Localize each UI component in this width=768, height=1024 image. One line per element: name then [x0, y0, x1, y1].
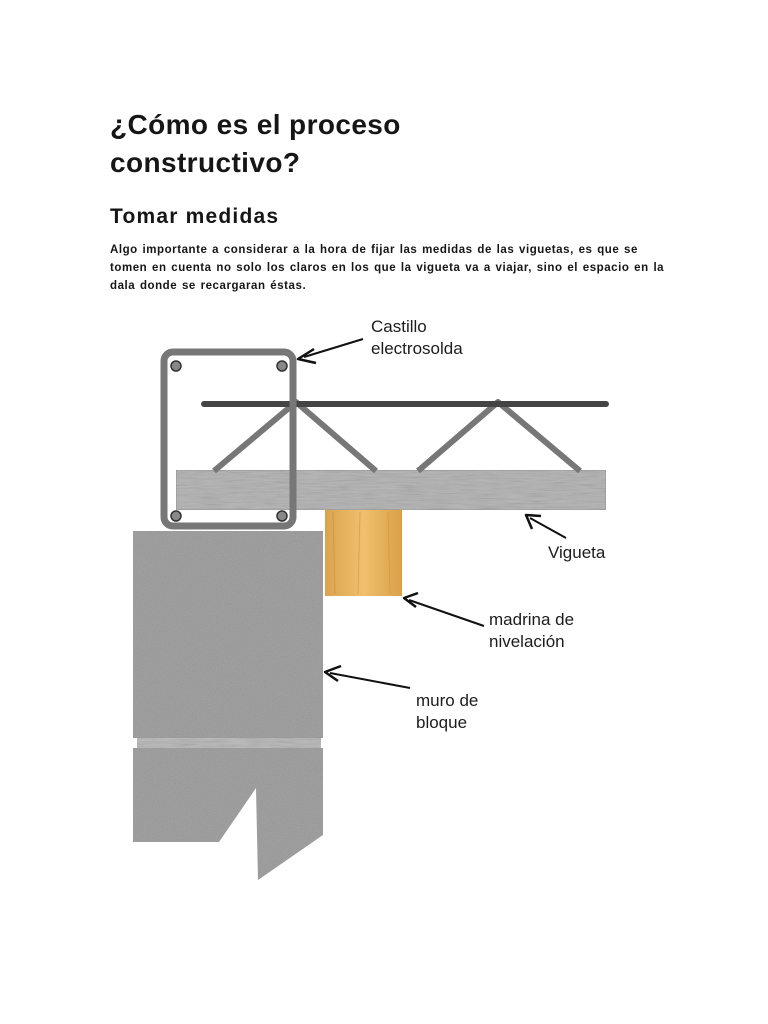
- arrow-castillo: [298, 339, 363, 363]
- rebar-dot: [277, 361, 287, 371]
- rebar-dot: [277, 511, 287, 521]
- construction-diagram: [0, 300, 768, 900]
- rebar-dot: [171, 361, 181, 371]
- block-wall-lower: [133, 748, 323, 880]
- label-vigueta: Vigueta: [548, 543, 606, 562]
- arrow-vigueta: [526, 515, 566, 538]
- label-muro-line-1: muro de: [416, 691, 479, 710]
- block-wall-upper: [133, 531, 323, 738]
- label-castillo-line-1: Castillo: [371, 317, 427, 336]
- page-title-line-2: constructivo?: [110, 147, 301, 178]
- rebar-dot: [171, 511, 181, 521]
- body-paragraph: Algo importante a considerar a la hora de fijar las medidas de las viguetas, es que se tomen en cuenta no solo los claros en los que la vigueta va a viajar, sino el espacio en la dala donde se recargaran éstas.: [110, 244, 665, 292]
- construction-detail-figure: [0, 300, 768, 900]
- page-title: [110, 106, 670, 182]
- joist-concrete: [176, 470, 606, 510]
- label-madrina-line-1: madrina de: [489, 610, 575, 629]
- section-heading: Tomar medidas: [110, 205, 280, 228]
- wood-shim: [325, 510, 402, 596]
- label-madrina-line-2: nivelación: [489, 632, 565, 651]
- arrow-madrina: [404, 593, 484, 626]
- page-title-line-1: ¿Cómo es el proceso: [110, 109, 401, 140]
- arrow-muro: [325, 666, 410, 688]
- truss-zigzag: [418, 402, 580, 471]
- mortar-joint: [137, 738, 321, 748]
- label-castillo-line-2: electrosolda: [371, 339, 463, 358]
- label-muro-line-2: bloque: [416, 713, 468, 732]
